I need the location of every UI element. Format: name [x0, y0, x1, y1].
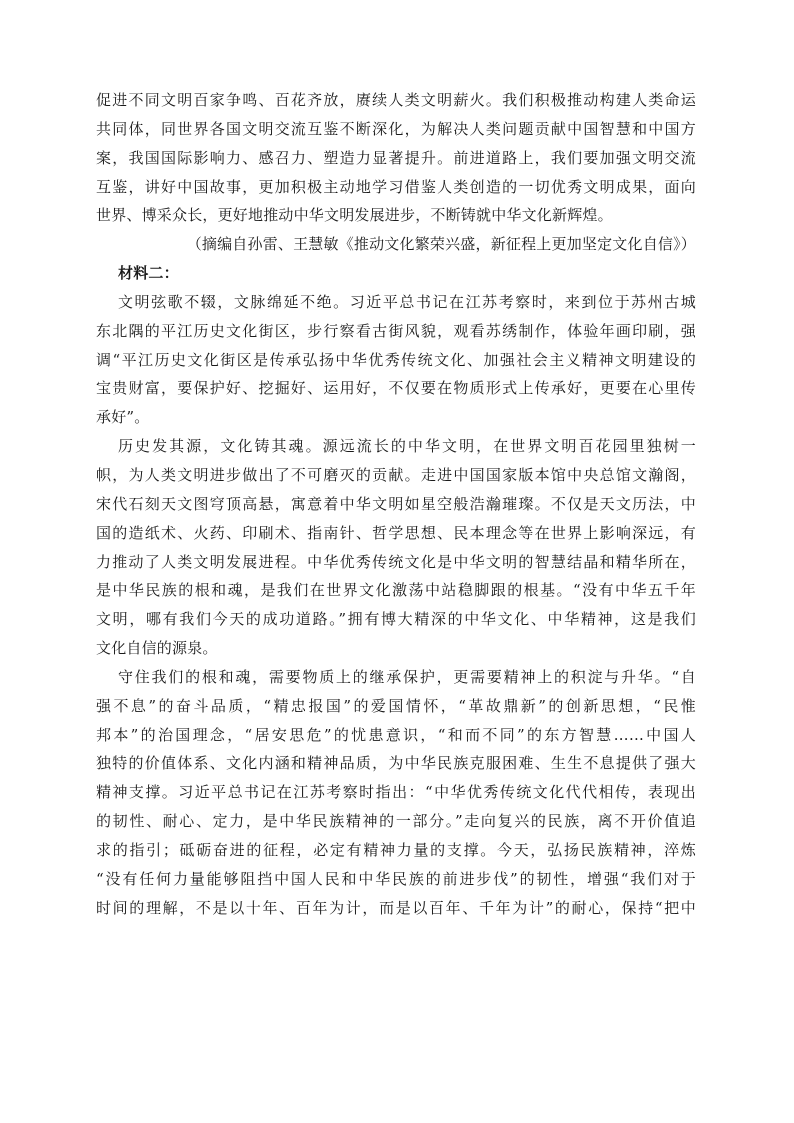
paragraph-line: 案，我国国际影响力、感召力、塑造力显著提升。前进道路上，我们要加强文明交流 — [96, 148, 696, 167]
paragraph-first-line: 文明弦歌不辍，文脉绵延不绝。习近平总书记在江苏考察时，来到位于苏州古城 — [118, 292, 696, 311]
paragraph-line: 调“平江历史文化街区是传承弘扬中华优秀传统文化、加强社会主义精神文明建设的 — [96, 350, 696, 369]
paragraph-line: 力推动了人类文明发展进程。中华优秀传统文化是中华文明的智慧结晶和精华所在， — [96, 552, 696, 571]
paragraph-line: 共同体，同世界各国文明交流互鉴不断深化，为解决人类问题贡献中国智慧和中国方 — [96, 119, 696, 138]
section-heading: 材料二： — [118, 264, 179, 283]
paragraph-first-line: 历史发其源，文化铸其魂。源远流长的中华文明，在世界文明百花园里独树一 — [118, 437, 696, 456]
paragraph-line: 时间的理解，不是以十年、百年为计，而是以百年、千年为计”的耐心，保持“把中 — [96, 898, 696, 917]
paragraph-line: 强不息”的奋斗品质，“精忠报国”的爱国情怀，“革故鼎新”的创新思想，“民惟 — [96, 696, 696, 715]
paragraph-line: 求的指引；砥砺奋进的征程，必定有精神力量的支撑。今天，弘扬民族精神，淬炼 — [96, 840, 696, 859]
paragraph-line: 宋代石刻天文图穹顶高悬，寓意着中华文明如星空般浩瀚璀璨。不仅是天文历法，中 — [96, 494, 696, 513]
paragraph-line: 独特的价值体系、文化内涵和精神品质，为中华民族克服困难、生生不息提供了强大 — [96, 754, 696, 773]
paragraph-line: 文明，哪有我们今天的成功道路。”拥有博大精深的中华文化、中华精神，这是我们 — [96, 610, 696, 629]
document-body — [96, 86, 696, 922]
paragraph-last-line: 文化自信的源泉。 — [96, 639, 218, 658]
paragraph-line: 的韧性、耐心、定力，是中华民族精神的一部分。”走向复兴的民族，离不开价值追 — [96, 812, 696, 831]
paragraph-line: 东北隅的平江历史文化街区，步行察看古街风貌，观看苏绣制作，体验年画印刷，强 — [96, 321, 696, 340]
source-citation: （摘编自孙雷、王慧敏《推动文化繁荣兴盛，新征程上更加坚定文化自信》） — [186, 235, 696, 254]
paragraph-line: 是中华民族的根和魂，是我们在世界文化激荡中站稳脚跟的根基。“没有中华五千年 — [96, 581, 696, 600]
paragraph-line: 宝贵财富，要保护好、挖掘好、运用好，不仅要在物质形式上传承好，更要在心里传 — [96, 379, 696, 398]
paragraph-first-line: 守住我们的根和魂，需要物质上的继承保护，更需要精神上的积淀与升华。“自 — [118, 667, 696, 686]
paragraph-line: 互鉴，讲好中国故事，更加积极主动地学习借鉴人类创造的一切优秀文明成果，面向 — [96, 177, 696, 196]
paragraph-line: 促进不同文明百家争鸣、百花齐放，赓续人类文明薪火。我们积极推动构建人类命运 — [96, 91, 696, 109]
paragraph-line: 国的造纸术、火药、印刷术、指南针、哲学思想、民本理念等在世界上影响深远，有 — [96, 523, 696, 542]
paragraph-line: 邦本”的治国理念，“居安思危”的忧患意识，“和而不同”的东方智慧……中国人 — [96, 725, 696, 744]
paragraph-line: 帜，为人类文明进步做出了不可磨灭的贡献。走进中国国家版本馆中央总馆文瀚阁， — [96, 465, 696, 484]
paragraph-last-line: 承好”。 — [96, 408, 150, 427]
paragraph-line: “没有任何力量能够阻挡中国人民和中华民族的前进步伐”的韧性，增强“我们对于 — [96, 869, 696, 888]
paragraph-last-line: 世界、博采众长，更好地推动中华文明发展进步，不断铸就中华文化新辉煌。 — [96, 206, 613, 225]
paragraph-line: 精神支撑。习近平总书记在江苏考察时指出：“中华优秀传统文化代代相传，表现出 — [96, 783, 696, 802]
